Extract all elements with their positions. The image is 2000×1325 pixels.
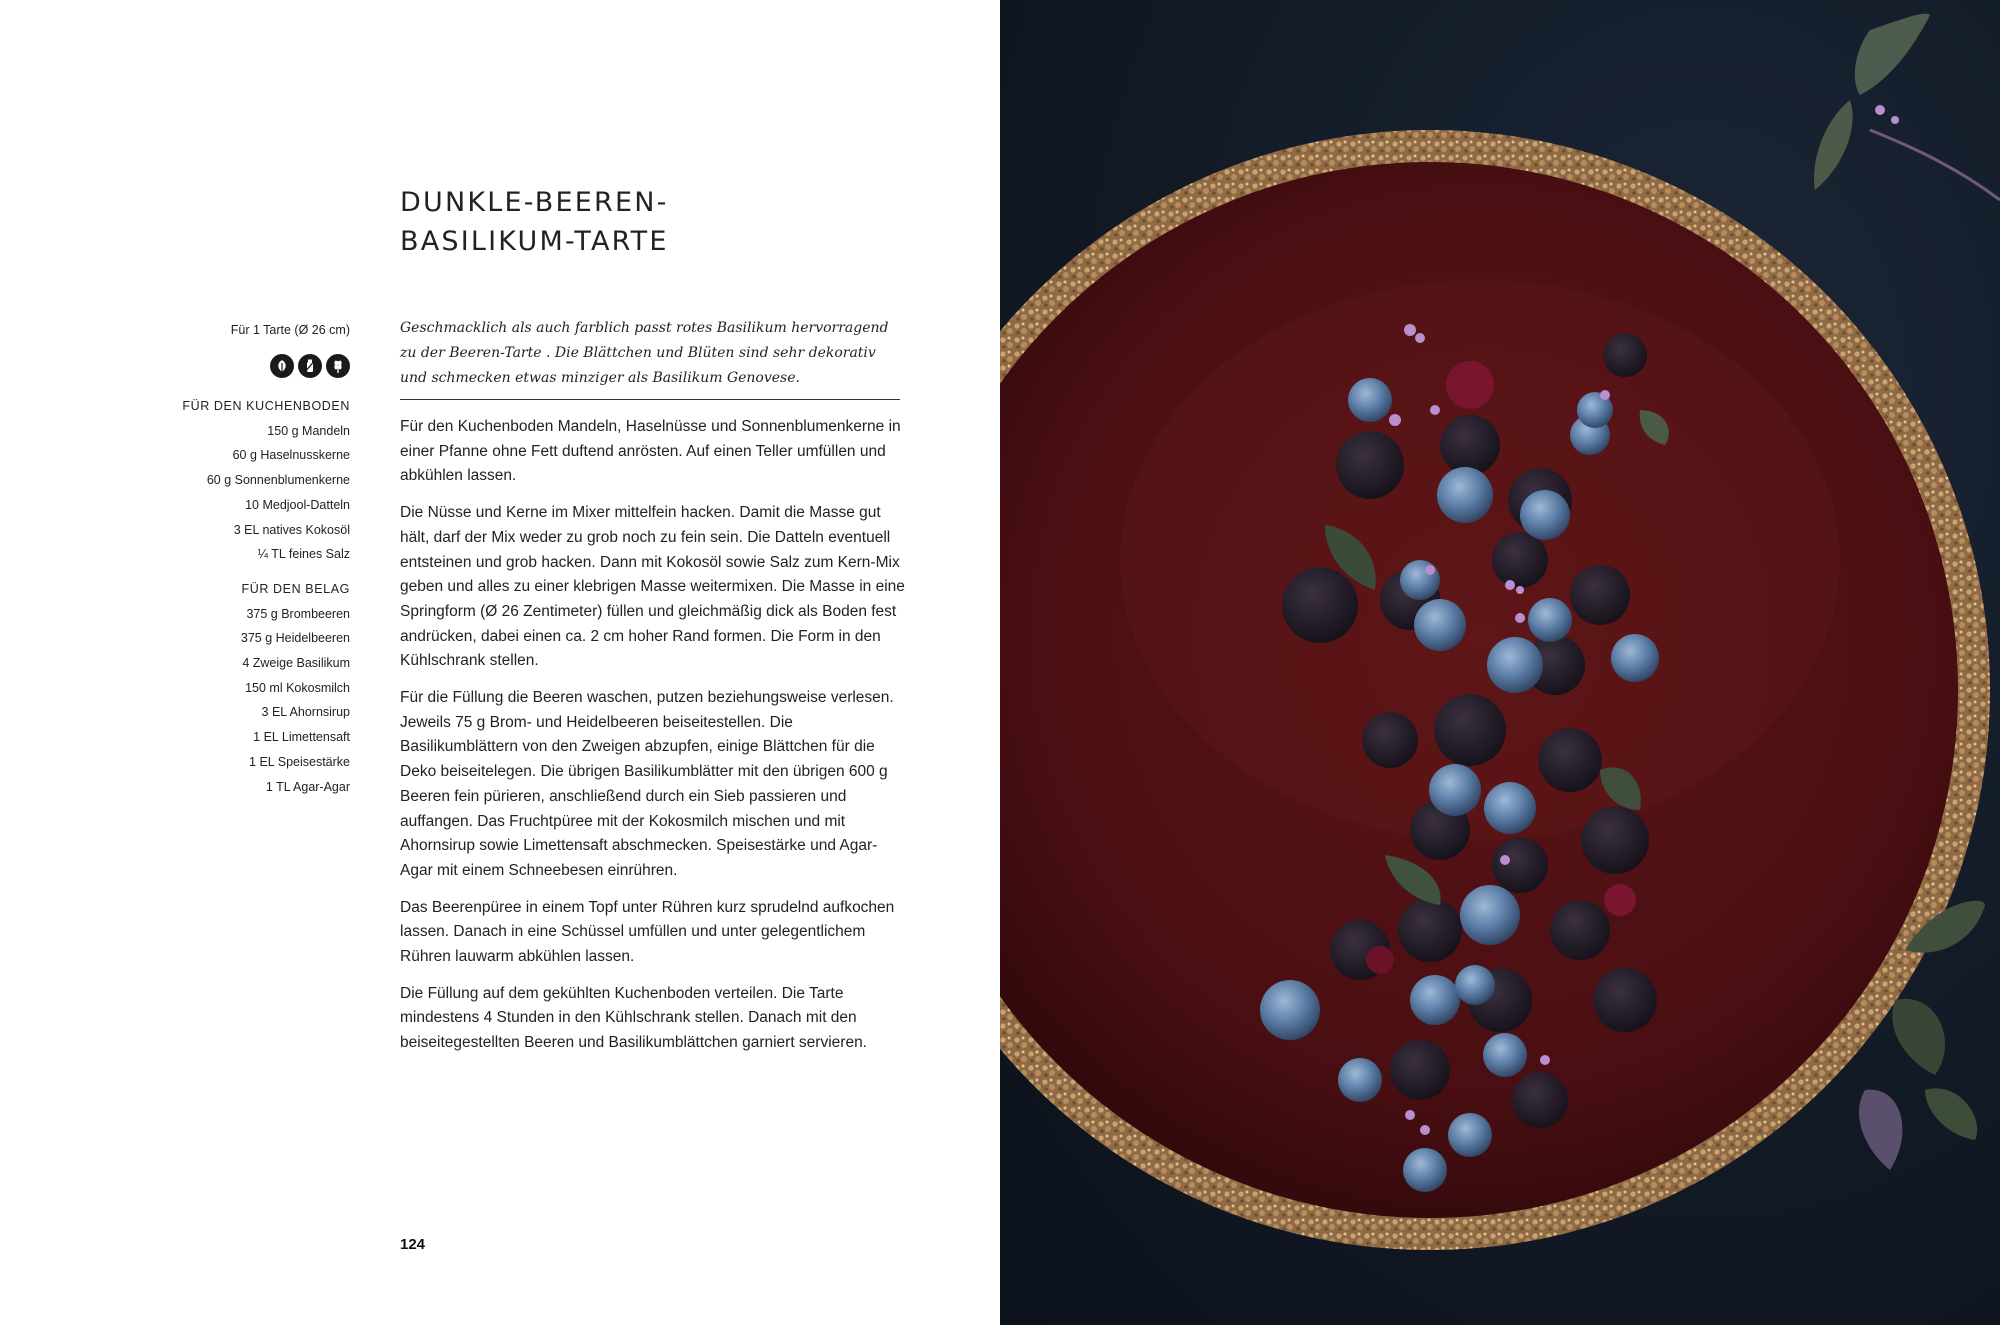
step-paragraph: Das Beerenpüree in einem Topf unter Rühren kurz sprudelnd aufkochen lassen. Danach in eine Schüssel umfüllen und unter gelegentlichem Rühren lauwarm abkühlen lassen. — [400, 898, 895, 966]
step-paragraph: Die Füllung auf dem gekühlten Kuchenboden verteilen. Die Tarte mindestens 4 Stunden in den Kühlschrank stellen. Danach mit den beiseitegestellten Beeren und Basilikumblättchen garniert servieren. — [400, 984, 867, 1052]
ingredient-item: 375 g Heidelbeeren — [240, 631, 350, 646]
step-paragraph: Für die Füllung die Beeren waschen, putzen beziehungsweise verlesen. Jeweils 75 g Brom- und Heidelbeeren beiseitestellen. Die Basilikumblättern von den Zweigen abzupfen, einige Blättchen für die Deko beiseitelegen. Die übrigen Basilikumblätter mit den übrigen 600 g Beeren fein pürieren, anschließend durch ein Sieb passieren und auffangen. Das Fruchtpüree mit der Kokosmilch mischen und mit Ahornsirup sowie Limettensaft abschmecken. Speisestärke und Agar-Agar mit einem Schneebesen einrühren. — [400, 689, 894, 879]
basil-leaf — [1855, 14, 1930, 95]
section-heading-topping: FÜR DEN BELAG — [241, 581, 350, 596]
section-heading-crust: FÜR DEN KUCHENBODEN — [182, 399, 350, 413]
ingredient-list-topping — [150, 602, 350, 800]
ingredient-list-crust — [150, 419, 350, 567]
ingredient-item: 1 TL Agar-Agar — [265, 779, 350, 794]
tart-illustration — [1000, 0, 2000, 1325]
yield-label: Für 1 Tarte (Ø 26 cm) — [230, 323, 350, 337]
ingredient-item: 1 EL Speisestärke — [249, 754, 350, 769]
ingredient-item: 60 g Haselnusskerne — [232, 448, 350, 463]
recipe-intro: Geschmacklich als auch farblich passt rotes Basilikum hervorragend zu der Beeren-Tarte . Die Blättchen und Blüten sind sehr dekorativ und schmecken etwas minziger als Basilikum Genovese. — [400, 316, 900, 400]
recipe-steps — [400, 415, 905, 1068]
step-paragraph: Die Nüsse und Kerne im Mixer mittelfein hacken. Damit die Masse gut hält, darf der Mix weder zu grob noch zu fein sein. Die Datteln eventuell entsteinen und grob hacken. Dann mit Kokosöl sowie Salz zum Kern-Mix geben und alles zu einer klebrigen Masse weitermixen. Die Masse in eine Springform (Ø 26 Zentimeter) füllen und gleichmäßig dick als Boden fest andrücken, dabei einen ca. 2 cm hoher Rand formen. Die Form in den Kühlschrank stellen. — [400, 504, 905, 670]
ingredient-item: ¼ TL feines Salz — [257, 547, 350, 562]
ingredient-item: 375 g Brombeeren — [246, 606, 350, 621]
ingredient-item: 60 g Sonnenblumenkerne — [206, 473, 350, 488]
tart-photo — [1000, 0, 2000, 1325]
ingredient-item: 150 g Mandeln — [267, 423, 350, 438]
title-line-2: BASILIKUM-TARTE — [400, 226, 669, 257]
ingredient-item: 150 ml Kokosmilch — [245, 680, 350, 695]
diet-badges — [150, 354, 350, 382]
vegan-icon — [270, 354, 294, 378]
ingredient-item: 3 EL natives Kokosöl — [233, 522, 350, 537]
dairy-free-icon — [298, 354, 322, 378]
ingredients-sidebar — [150, 318, 350, 799]
title-line-1: DUNKLE-BEEREN- — [400, 187, 669, 218]
page-number: 124 — [400, 1236, 426, 1253]
ingredient-item: 10 Medjool-Datteln — [245, 497, 350, 512]
recipe-title — [400, 183, 960, 261]
gluten-free-icon — [326, 354, 350, 378]
ingredient-item: 1 EL Limettensaft — [253, 730, 350, 745]
ingredient-item: 3 EL Ahornsirup — [261, 705, 350, 720]
step-paragraph: Für den Kuchenboden Mandeln, Haselnüsse und Sonnenblumenkerne in einer Pfanne ohne Fett duftend anrösten. Auf einen Teller umfüllen und abkühlen lassen. — [400, 418, 901, 485]
ingredient-item: 4 Zweige Basilikum — [242, 656, 350, 671]
